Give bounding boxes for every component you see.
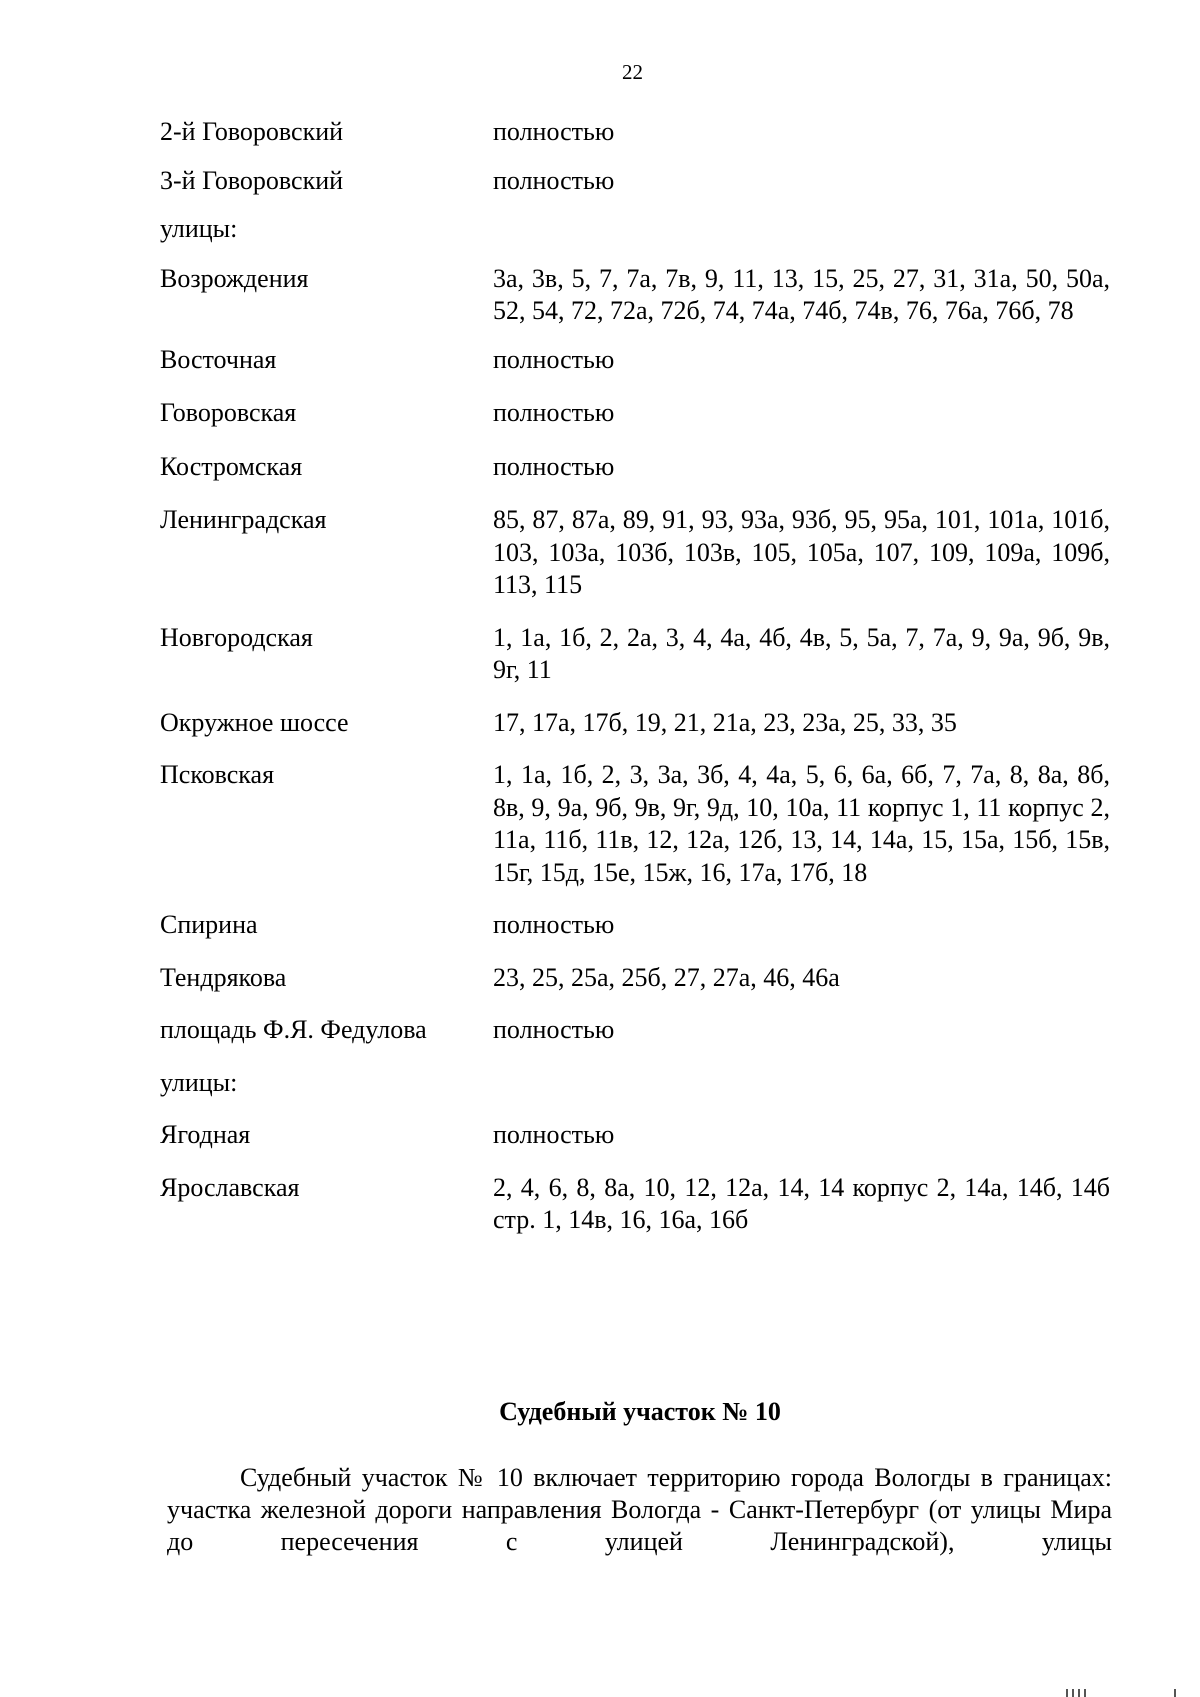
street-name: 2-й Говоровский <box>160 117 344 146</box>
address-row <box>160 504 1110 602</box>
section-paragraph: Судебный участок № 10 включает территорию города Вологды в границах: участка железной дороги направления Вологда - Санкт-Петербург (от улицы Мира до пересечения с улицей Ленинградской), улицы <box>167 1463 1112 1556</box>
house-numbers: 23, 25, 25а, 25б, 27, 27а, 46, 46а <box>493 962 840 992</box>
scan-artifact-mark <box>1072 1689 1074 1697</box>
section-heading: Судебный участок № 10 <box>499 1397 781 1426</box>
street-name: Новгородская <box>160 622 313 652</box>
address-row <box>160 962 1110 995</box>
street-group-label: улицы: <box>160 1067 238 1097</box>
street-name: Костромская <box>160 451 303 481</box>
street-name: Восточная <box>160 344 277 374</box>
scan-artifact-mark <box>1174 1689 1176 1697</box>
house-numbers: полностью <box>493 344 615 374</box>
house-numbers: полностью <box>493 398 615 427</box>
scan-artifact-mark <box>1084 1689 1086 1697</box>
address-list <box>160 116 1110 1237</box>
house-numbers: полностью <box>493 910 615 939</box>
street-name: Псковская <box>160 760 275 789</box>
street-name: Возрождения <box>160 263 309 293</box>
address-row <box>160 909 1110 942</box>
street-name: Тендрякова <box>160 962 287 992</box>
page-number: 22 <box>622 60 643 84</box>
address-row <box>160 397 1110 430</box>
house-numbers: полностью <box>493 1120 615 1149</box>
house-numbers: 85, 87, 87а, 89, 91, 93, 93а, 93б, 95, 95а, 101, 101а, 101б, 103, 103а, 103б, 103в, 105, 105а, 107, 109, 109а, 109б, 113, 115 <box>493 505 1110 599</box>
street-name: Спирина <box>160 910 258 939</box>
scan-artifact-mark <box>1078 1689 1080 1697</box>
address-row <box>160 1172 1110 1237</box>
street-name: Окружное шоссе <box>160 707 349 737</box>
address-row <box>160 344 1110 377</box>
house-numbers: 17, 17а, 17б, 19, 21, 21а, 23, 23а, 25, 33, 35 <box>493 707 957 737</box>
street-name: 3-й Говоровский <box>160 165 344 195</box>
house-numbers: полностью <box>493 451 615 481</box>
house-numbers <box>493 1067 1110 1100</box>
house-numbers: 3а, 3в, 5, 7, 7а, 7в, 9, 11, 13, 15, 25, 27, 31, 31а, 50, 50а, 52, 54, 72, 72а, 72б, 74, 74а, 74б, 74в, 76, 76а, 76б, 78 <box>493 263 1110 325</box>
street-name: Ягодная <box>160 1120 251 1149</box>
street-group-label: улицы: <box>160 214 238 243</box>
house-numbers: 1, 1а, 1б, 2, 2а, 3, 4, 4а, 4б, 4в, 5, 5а, 7, 7а, 9, 9а, 9б, 9в, 9г, 11 <box>493 622 1110 684</box>
address-row <box>160 263 1110 328</box>
street-name: площадь Ф.Я. Федулова <box>160 1015 427 1044</box>
house-numbers <box>493 213 1110 246</box>
house-numbers: полностью <box>493 1015 615 1044</box>
address-row <box>160 707 1110 740</box>
street-name: Ярославская <box>160 1172 300 1202</box>
house-numbers: 1, 1а, 1б, 2, 3, 3а, 3б, 4, 4а, 5, 6, 6а, 6б, 7, 7а, 8, 8а, 8б, 8в, 9, 9а, 9б, 9в, 9г, 9д, 10, 10а, 11 корпус 1, 11 корпус 2, 11а, 11б, 11в, 12, 12а, 12б, 13, 14, 14а, 15, 15а, 15б, 15в, 15г, 15д, 15е, 15ж, 16, 17а, 17б, 18 <box>493 760 1110 887</box>
street-name: Ленинградская <box>160 505 327 534</box>
address-row <box>160 116 1110 149</box>
address-row <box>160 451 1110 484</box>
scan-artifact-mark <box>1066 1689 1068 1697</box>
address-row <box>160 1067 1110 1100</box>
address-row <box>160 213 1110 246</box>
address-row <box>160 759 1110 889</box>
address-row <box>160 165 1110 198</box>
address-row <box>160 1119 1110 1152</box>
street-name: Говоровская <box>160 398 297 427</box>
address-row <box>160 1014 1110 1047</box>
house-numbers: 2, 4, 6, 8, 8а, 10, 12, 12а, 14, 14 корпус 2, 14а, 14б, 14б стр. 1, 14в, 16, 16а, 16б <box>493 1172 1110 1234</box>
house-numbers: полностью <box>493 165 615 195</box>
house-numbers: полностью <box>493 117 615 146</box>
address-row <box>160 622 1110 687</box>
